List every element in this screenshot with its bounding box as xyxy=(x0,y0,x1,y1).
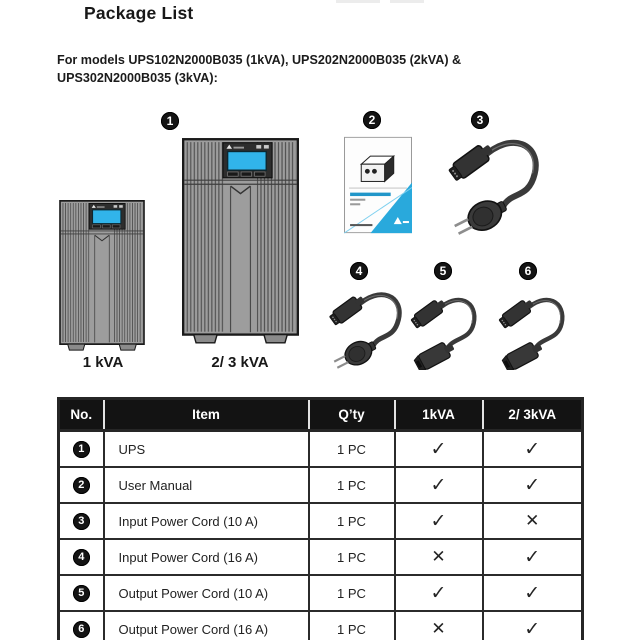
ups-2-3kva-illustration xyxy=(182,138,299,344)
item-number-badge: 5 xyxy=(73,585,90,602)
figure-item-2-badge: 2 xyxy=(363,111,381,129)
ups-1kva-illustration xyxy=(59,200,145,351)
item-name: Output Power Cord (16 A) xyxy=(104,611,309,640)
table-row xyxy=(59,503,583,539)
item-qty: 1 PC xyxy=(309,611,395,640)
check-icon: ✓ xyxy=(430,474,447,496)
item-name: User Manual xyxy=(104,467,309,503)
item-number-badge: 1 xyxy=(73,441,90,458)
input-power-cord-10a-illustration xyxy=(441,128,555,238)
check-icon: ✓ xyxy=(430,510,447,532)
table-row xyxy=(59,575,583,611)
output-power-cord-10a-illustration xyxy=(408,290,484,370)
output-power-cord-16a-illustration xyxy=(496,290,572,370)
table-header-row xyxy=(59,399,583,431)
cropped-text-artifact xyxy=(390,0,424,3)
column-header-item: Item xyxy=(104,399,309,431)
cropped-text-artifact xyxy=(336,0,380,3)
item-number-badge: 2 xyxy=(73,477,90,494)
table-row xyxy=(59,467,583,503)
figure-item-1-badge: 1 xyxy=(161,112,179,130)
page-title: Package List xyxy=(84,3,194,23)
item-name: Input Power Cord (16 A) xyxy=(104,539,309,575)
ups-large-label: 2/ 3 kVA xyxy=(211,354,269,371)
item-qty: 1 PC xyxy=(309,539,395,575)
check-icon: ✓ xyxy=(524,474,541,496)
item-number-badge: 4 xyxy=(73,549,90,566)
table-row xyxy=(59,431,583,468)
check-icon: ✓ xyxy=(430,582,447,604)
user-manual-illustration xyxy=(344,136,412,234)
item-name: Input Power Cord (10 A) xyxy=(104,503,309,539)
column-header-1kva: 1kVA xyxy=(395,399,483,431)
table-row xyxy=(59,539,583,575)
check-icon: ✓ xyxy=(524,438,541,460)
check-icon: ✓ xyxy=(430,438,447,460)
column-header-23kva: 2/ 3kVA xyxy=(483,399,583,431)
intro-text xyxy=(57,52,557,87)
cross-icon: ✕ xyxy=(525,511,540,531)
column-header-no: No. xyxy=(59,399,104,431)
table-row xyxy=(59,611,583,640)
check-icon: ✓ xyxy=(524,546,541,568)
item-number-badge: 6 xyxy=(73,621,90,638)
item-name: Output Power Cord (10 A) xyxy=(104,575,309,611)
item-qty: 1 PC xyxy=(309,467,395,503)
figure-item-5-badge: 5 xyxy=(434,262,452,280)
check-icon: ✓ xyxy=(524,582,541,604)
intro-line-1: For models UPS102N2000B035 (1kVA), UPS202N2000B035 (2kVA) & xyxy=(57,53,462,67)
intro-line-2: UPS302N2000B035 (3kVA): xyxy=(57,70,218,85)
check-icon: ✓ xyxy=(524,618,541,640)
column-header-qty: Q’ty xyxy=(309,399,395,431)
item-name: UPS xyxy=(104,431,309,468)
figure-item-3-badge: 3 xyxy=(471,111,489,129)
item-number-badge: 3 xyxy=(73,513,90,530)
input-power-cord-16a-illustration xyxy=(324,282,414,372)
cross-icon: ✕ xyxy=(431,547,446,567)
item-qty: 1 PC xyxy=(309,575,395,611)
cross-icon: ✕ xyxy=(431,619,446,639)
ups-small-label: 1 kVA xyxy=(82,354,124,371)
package-table xyxy=(57,397,584,640)
item-qty: 1 PC xyxy=(309,503,395,539)
figure-item-6-badge: 6 xyxy=(519,262,537,280)
item-qty: 1 PC xyxy=(309,431,395,468)
figure-item-4-badge: 4 xyxy=(350,262,368,280)
